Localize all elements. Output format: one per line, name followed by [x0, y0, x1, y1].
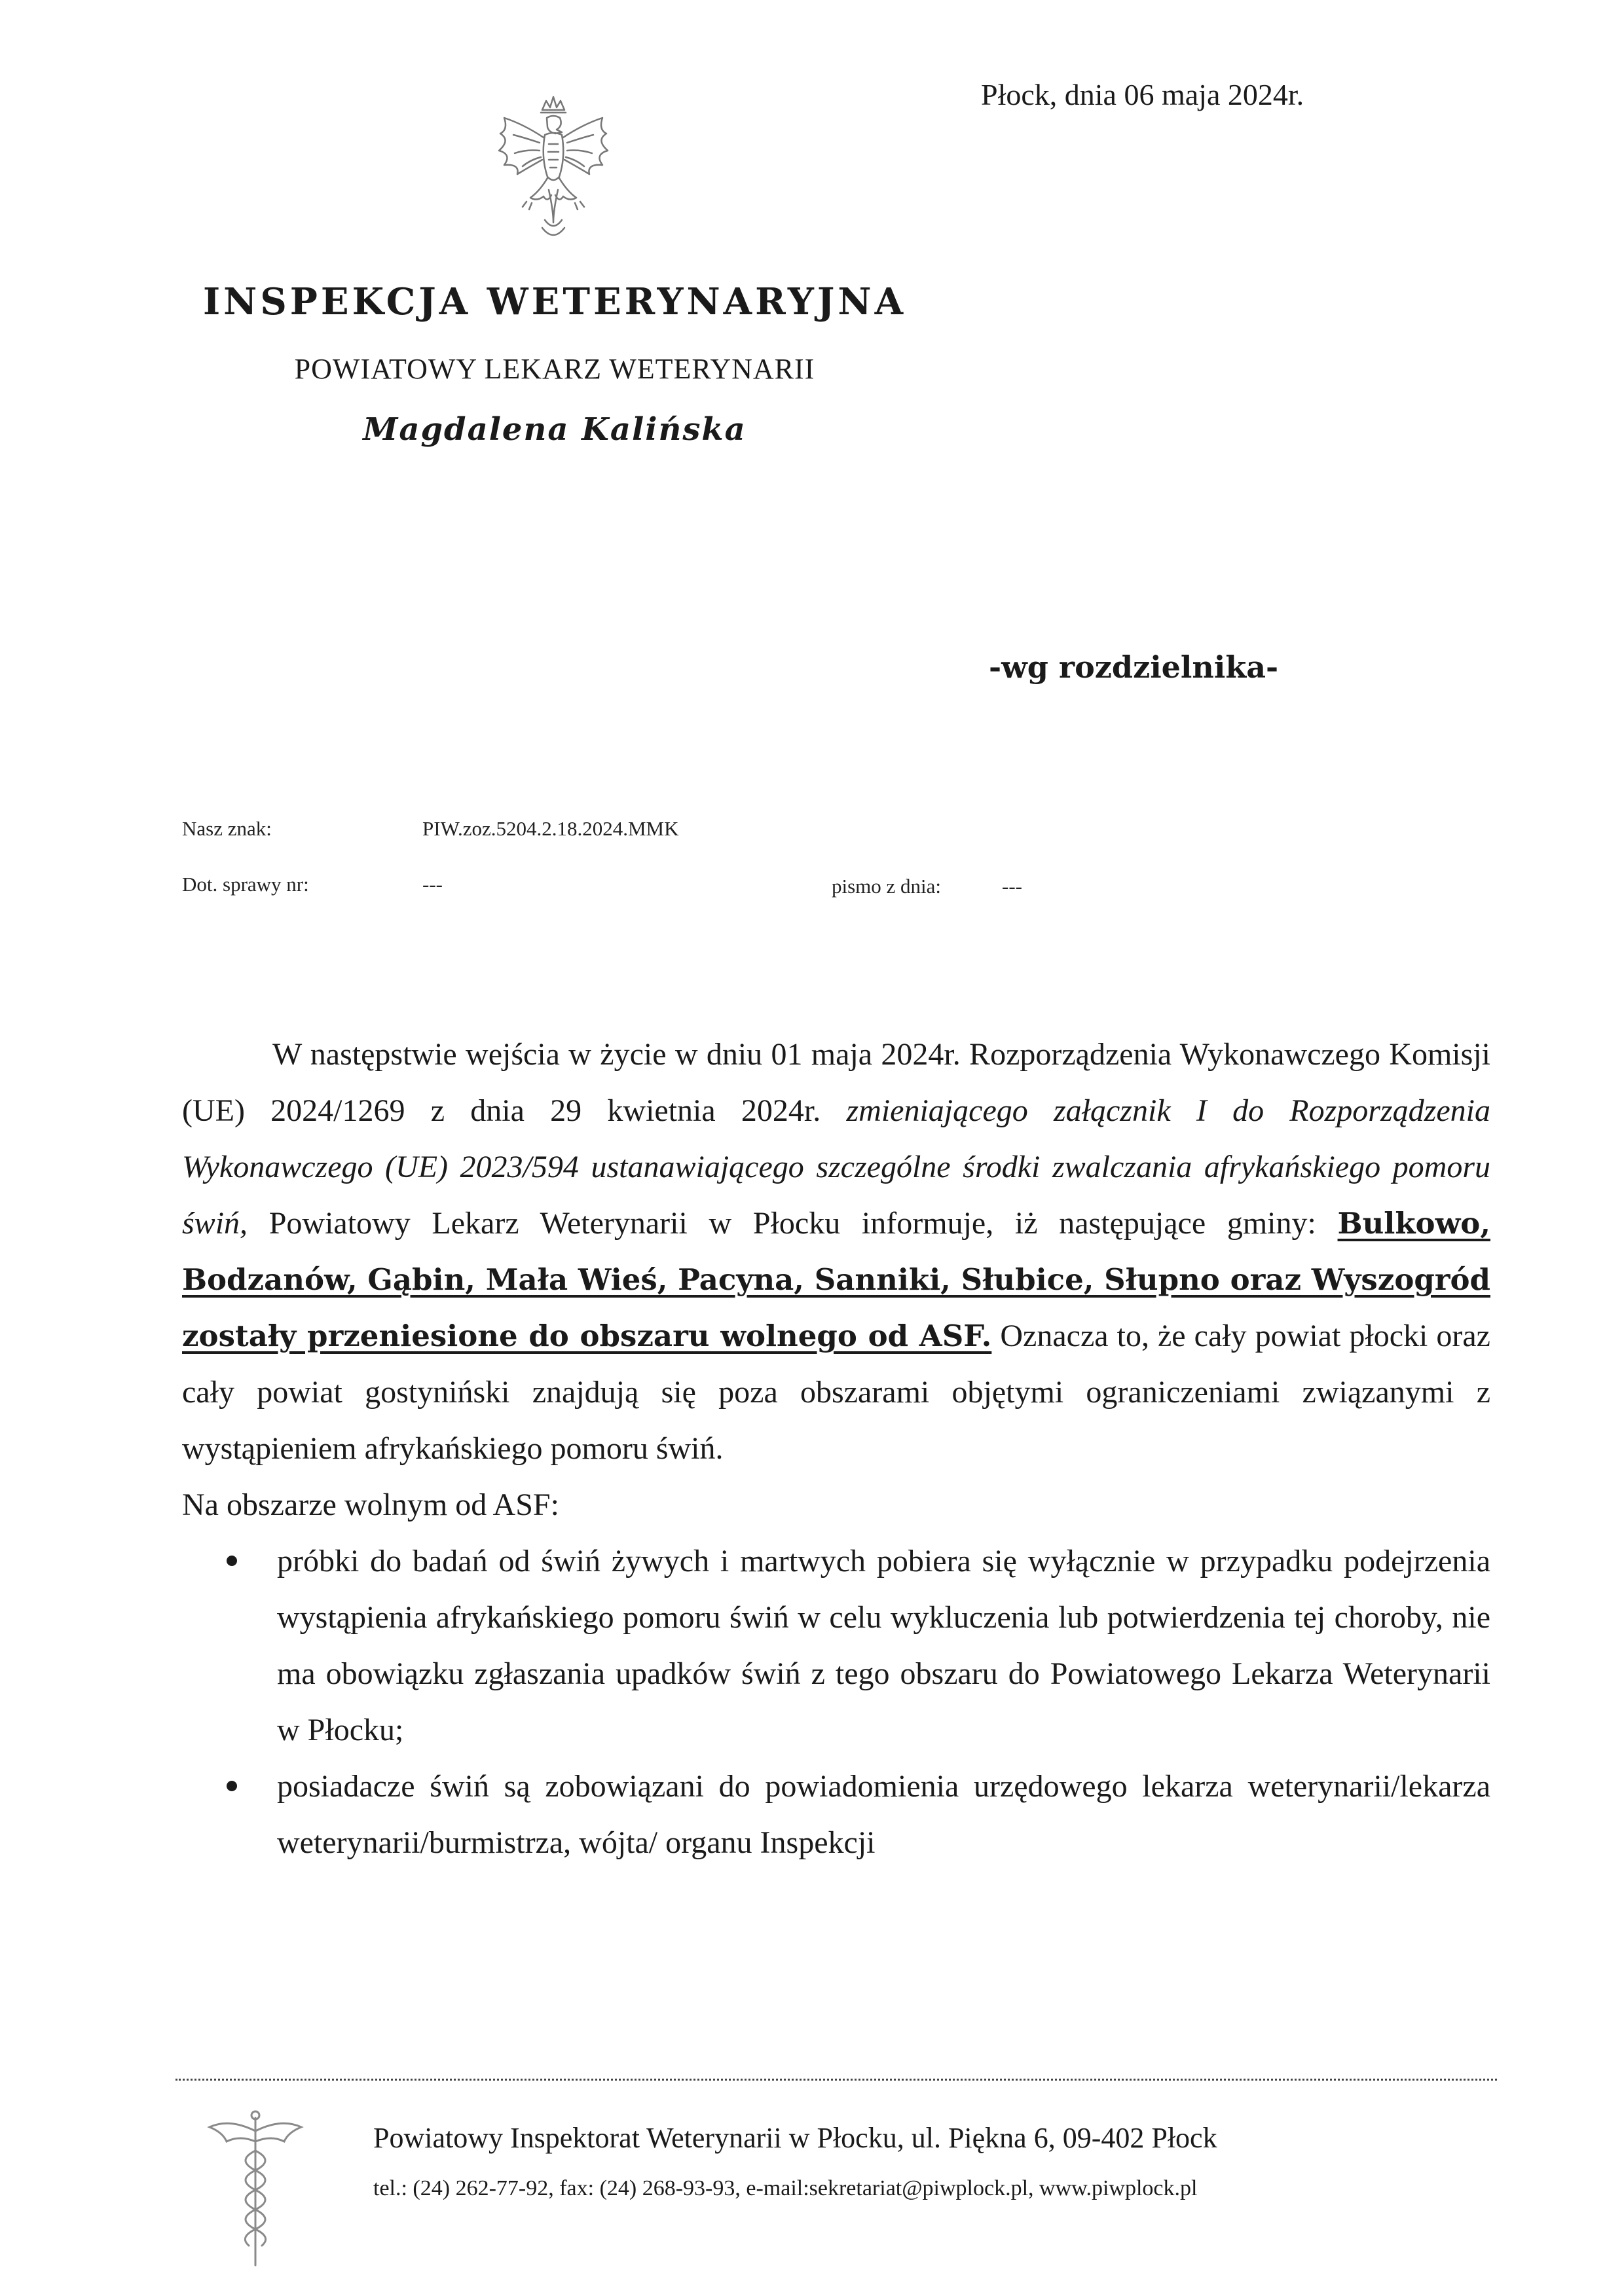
case-number-label: Dot. sprawy nr: [182, 873, 309, 896]
footer-contact: tel.: (24) 262-77-92, fax: (24) 268-93-93, e-mail:sekretariat@piwplock.pl, www.piwplock.pl [373, 2176, 1198, 2200]
case-number-value: --- [422, 873, 443, 896]
officer-position: POWIATOWY LEKARZ WETERYNARII [294, 353, 815, 385]
regulation-title: zmieniającego załącznik I do Rozporządzenia Wykonawczego (UE) 2023/594 ustanawiającego szczególne środki zwalczania afrykańskiego pomoru świń, [182, 1093, 1490, 1241]
bullet-list [182, 1533, 1490, 1871]
body-paragraph [182, 1027, 1490, 1477]
body-text-segment: Oznacza to, że cały powiat płocki oraz cały powiat gostyniński znajdują się poza obszarami objętymi ograniczeniami związanymi z wystąpieniem afrykańskiego pomoru świń. [182, 1319, 1490, 1466]
municipalities-highlight: Bulkowo, Bodzanów, Gąbin, Mała Wieś, Pacyna, Sanniki, Słubice, Słupno oraz Wyszogród zostały przeniesione do obszaru wolnego od ASF. [182, 1206, 1490, 1353]
letter-date-label: pismo z dnia: [832, 875, 942, 898]
recipient-line: -wg rozdzielnika- [989, 649, 1279, 685]
letter-body [182, 1027, 1490, 1871]
letter-date: Płock, dnia 06 maja 2024r. [981, 78, 1304, 111]
officer-name: Magdalena Kalińska [363, 411, 747, 448]
white-eagle-emblem-icon [485, 92, 622, 255]
body-text-segment: W następstwie wejścia w życie w dniu 01 maja 2024r. Rozporządzenia Wykonawczego Komisji (UE) 2024/1269 z dnia 29 kwietnia 2024r. [182, 1037, 1490, 1128]
bullet-icon [227, 1556, 237, 1566]
list-item-text: próbki do badań od świń żywych i martwych pobiera się wyłącznie w przypadku podejrzenia wystąpienia afrykańskiego pomoru świń w celu wykluczenia lub potwierdzenia tej choroby, nie ma obowiązku zgłaszania upadków świń z tego obszaru do Powiatowego Lekarza Weterynarii w Płocku; [277, 1544, 1490, 1747]
letter-date-value: --- [1002, 875, 1022, 898]
list-item [182, 1758, 1490, 1871]
caduceus-icon [203, 2105, 308, 2275]
institution-name: INSPEKCJA WETERYNARYJNA [202, 280, 907, 323]
list-item [182, 1533, 1490, 1758]
bullet-icon [227, 1781, 237, 1791]
our-sign-label: Nasz znak: [182, 817, 272, 840]
footer-divider [175, 2079, 1497, 2081]
body-paragraph: Na obszarze wolnym od ASF: [182, 1487, 559, 1522]
list-item-text: posiadacze świń są zobowiązani do powiadomienia urzędowego lekarza weterynarii/lekarza weterynarii/burmistrza, wójta/ organu Inspekcji [277, 1769, 1490, 1860]
footer-address: Powiatowy Inspektorat Weterynarii w Płocku, ul. Piękna 6, 09-402 Płock [373, 2122, 1217, 2154]
our-sign-value: PIW.zoz.5204.2.18.2024.MMK [422, 817, 679, 840]
body-text-segment: Powiatowy Lekarz Weterynarii w Płocku informuje, iż następujące gminy: [248, 1206, 1338, 1241]
